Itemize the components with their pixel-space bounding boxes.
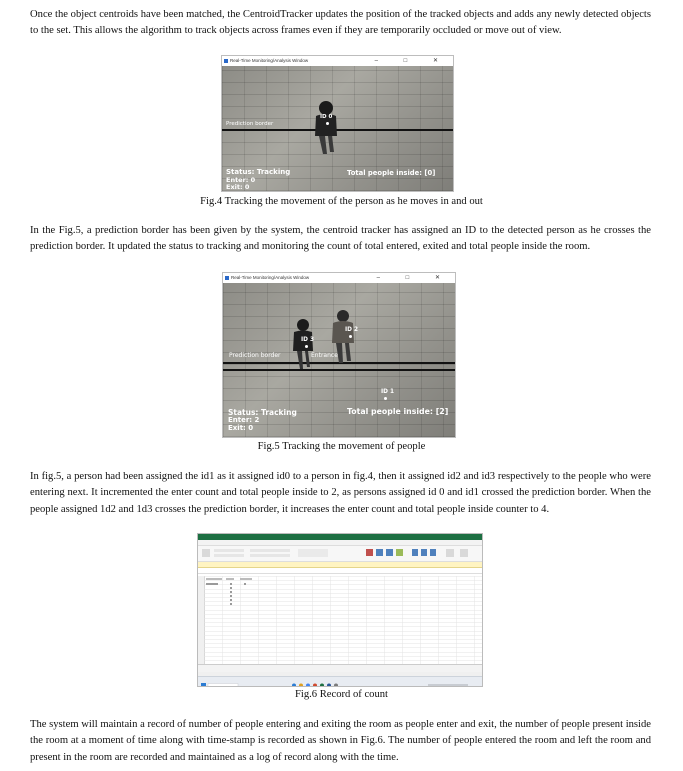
fig4-person [310, 94, 342, 156]
paragraph-4: The system will maintain a record of number of people entering and exiting the room as people enter and exit, the number of people present inside the room at a moment of time along with time-stamp is recorded as shown in Fig.6. The number of people entered the room and left the room and present in the room are recorded and maintained as a log of record along with the time. [30, 719, 651, 763]
fig5-titlebar [223, 273, 455, 283]
fig4-status-text: Status: Tracking [226, 168, 291, 176]
fig5-id1-centroid [384, 397, 387, 400]
excel-sheet-tabs [198, 664, 482, 672]
excel-data-cells [206, 578, 286, 612]
fig5-border-label: Prediction border [229, 352, 281, 359]
fig4-video-feed [222, 66, 453, 191]
fig5-status-text: Status: Tracking [228, 408, 297, 417]
fig5-total-inside: Total people inside: [2] [347, 407, 449, 416]
fig5-window-title: Real-Time Monitoring/Analysis Window [231, 275, 310, 280]
fig4-titlebar [222, 56, 453, 66]
fig4-total-inside: Total people inside: [0] [347, 169, 436, 177]
fig4-window-controls: – □ ✕ [374, 58, 450, 64]
app-icon [225, 276, 229, 280]
fig5-entrance-label: Entrance [311, 352, 338, 359]
fig5-id3-centroid [305, 345, 308, 348]
fig5-exit-count: Exit: 0 [228, 424, 254, 432]
fig5-monitoring-window [222, 272, 456, 438]
fig4-window-title: Real-Time Monitoring/Analysis Window [230, 58, 309, 63]
fig5-person-id2 [327, 305, 359, 365]
fig5-window-controls: – □ ✕ [376, 275, 452, 281]
paragraph-3: In fig.5, a person had been assigned the id1 as it assigned id0 to a person in fig.4, then it assigned id2 and id3 respectively to the people who were entering next. It incremented the enter count and total people inside to 2, as persons assigned id 0 and id1 crossed the prediction border. When the people assigned 1d2 and 1d3 crosses the prediction border, it increases the enter count and total people inside counter to 4. [30, 471, 651, 515]
excel-ribbon [198, 546, 482, 562]
fig4-id-label: ID 0 [320, 114, 333, 120]
fig4-border-label: Prediction border [226, 121, 274, 127]
fig5-id3-label: ID 3 [301, 337, 315, 343]
fig6-excel-screenshot [197, 533, 483, 687]
excel-formula-bar [198, 568, 482, 574]
fig4-exit-count: Exit: 0 [226, 183, 250, 191]
fig5-id2-centroid [349, 335, 352, 338]
fig4-centroid-dot [326, 122, 329, 125]
fig4-monitoring-window [221, 55, 454, 192]
windows-taskbar [198, 676, 482, 686]
paragraph-1: Once the object centroids have been matched, the CentroidTracker updates the position of the tracked objects and adds any newly detected objects to the set. This allows the algorithm to track objects across frames even if they are temporarily occluded or move out of view. [30, 9, 651, 37]
fig4-caption: Fig.4 Tracking the movement of the person as he moves in and out [200, 196, 483, 207]
fig5-id2-label: ID 2 [345, 327, 359, 333]
app-icon [224, 59, 228, 63]
fig6-caption: Fig.6 Record of count [295, 689, 388, 700]
fig4-enter-count: Enter: 0 [226, 176, 256, 184]
fig5-enter-count: Enter: 2 [228, 416, 260, 424]
paragraph-2: In the Fig.5, a prediction border has been given by the system, the centroid tracker has assigned an ID to the detected person as he crosses the prediction border. It updated the status to tracking and monitoring the count of total entered, exited and total people inside the room. [30, 225, 651, 253]
fig5-video-feed [223, 283, 455, 437]
excel-ribbon-icons [198, 546, 482, 561]
fig5-caption: Fig.5 Tracking the movement of people [257, 441, 426, 452]
fig5-id1-label: ID 1 [381, 389, 395, 395]
fig5-prediction-border-line [223, 369, 455, 371]
taskbar-icons [198, 681, 482, 687]
